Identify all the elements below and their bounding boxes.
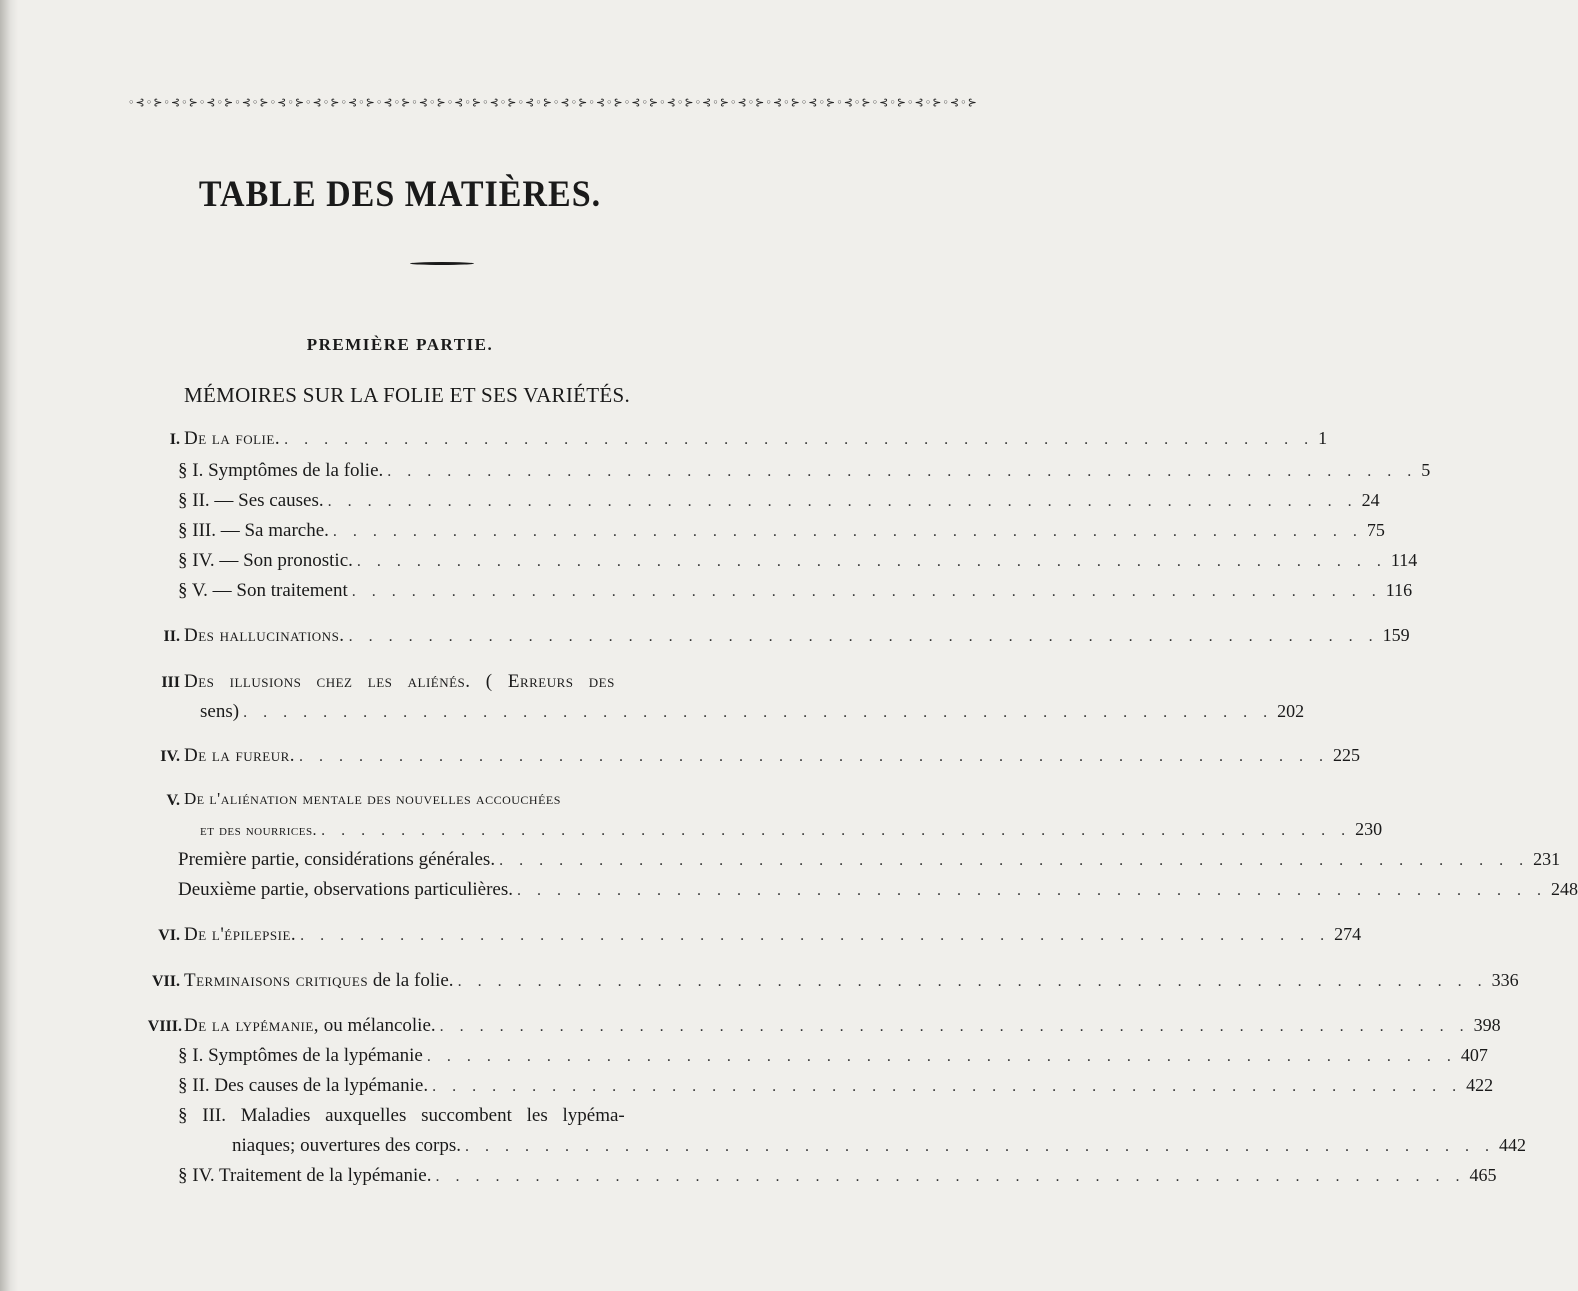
toc-entry <box>184 625 1410 651</box>
toc-subentry <box>178 1045 1488 1071</box>
entry-label: § I. Symptômes de la lypémanie <box>178 1045 423 1066</box>
entry-page: 75 <box>1366 520 1385 540</box>
entry-label: § II. — Ses causes. <box>178 490 324 511</box>
leader-dots: . . . . . . . . . . . . . . . . . . . . . . . . . . . . . . . . . . . . . . . . . . . . . . . . . . . . <box>243 704 1274 721</box>
leader-dots: . . . . . . . . . . . . . . . . . . . . . . . . . . . . . . . . . . . . . . . . . . . . . . . . . . . . <box>332 523 1363 540</box>
toc-subentry <box>178 1075 1494 1101</box>
toc-entry <box>184 970 1519 996</box>
entry-label-rest: ou mélancolie. <box>319 1015 436 1036</box>
entry-number: IV. <box>160 748 180 765</box>
toc-subentry <box>178 1165 1497 1191</box>
entry-label-smallcaps: De la lypémanie, <box>184 1015 320 1036</box>
entry-label <box>184 1015 436 1037</box>
leader-dots: . . . . . . . . . . . . . . . . . . . . . . . . . . . . . . . . . . . . . . . . . . . . . . . . . . . . <box>435 1168 1466 1185</box>
toc-entry-continuation <box>200 701 1305 727</box>
toc-entry <box>184 789 714 815</box>
entry-number: I. <box>169 431 180 448</box>
entry-page: 116 <box>1385 580 1413 600</box>
entry-page: 24 <box>1361 490 1380 510</box>
entry-label: De la fureur. <box>184 745 296 766</box>
entry-number: V. <box>166 792 180 809</box>
toc-subentry <box>178 580 1413 606</box>
leader-dots: . . . . . . . . . . . . . . . . . . . . . . . . . . . . . . . . . . . . . . . . . . . . . . . . . . . . <box>499 852 1530 869</box>
part-heading: PREMIÈRE PARTIE. <box>306 335 494 354</box>
page-title: TABLE DES MATIÈRES. <box>198 174 602 215</box>
toc-subentry <box>178 1105 714 1131</box>
entry-label: Des hallucinations. <box>184 625 345 646</box>
leader-dots: . . . . . . . . . . . . . . . . . . . . . . . . . . . . . . . . . . . . . . . . . . . . . . . . . . . . <box>457 973 1488 990</box>
leader-dots: . . . . . . . . . . . . . . . . . . . . . . . . . . . . . . . . . . . . . . . . . . . . . . . . . . . . <box>426 1048 1457 1065</box>
entry-number: VIII. <box>147 1018 182 1035</box>
leader-dots: . . . . . . . . . . . . . . . . . . . . . . . . . . . . . . . . . . . . . . . . . . . . . . . . . . . . <box>432 1078 1463 1095</box>
entry-label: niaques; ouvertures des corps. <box>232 1135 461 1156</box>
entry-label: § III. Maladies auxquelles succombent les lypéma- <box>178 1105 625 1126</box>
entry-page: 159 <box>1382 625 1410 645</box>
toc-entry-continuation <box>200 819 1383 845</box>
entry-page: 248 <box>1551 879 1578 899</box>
entry-label: sens) <box>200 701 240 722</box>
section-subtitle: MÉMOIRES SUR LA FOLIE ET SES VARIÉTÉS. <box>184 383 631 407</box>
entry-number: VII. <box>151 973 180 990</box>
leader-dots: . . . . . . . . . . . . . . . . . . . . . . . . . . . . . . . . . . . . . . . . . . . . . . . . . . . . <box>327 493 1358 510</box>
toc-subentry <box>178 550 1418 576</box>
toc-entry <box>184 1015 1501 1041</box>
entry-page: 5 <box>1421 460 1431 480</box>
leader-dots: . . . . . . . . . . . . . . . . . . . . . . . . . . . . . . . . . . . . . . . . . . . . . . . . . . . . <box>321 822 1352 839</box>
entry-page: 1 <box>1318 428 1328 448</box>
entry-label: § IV. Traitement de la lypémanie. <box>178 1165 432 1186</box>
entry-label-smallcaps: Terminaisons critiques <box>184 970 369 991</box>
toc-entry <box>184 745 1361 771</box>
leader-dots: . . . . . . . . . . . . . . . . . . . . . . . . . . . . . . . . . . . . . . . . . . . . . . . . . . . . <box>351 583 1382 600</box>
leader-dots: . . . . . . . . . . . . . . . . . . . . . . . . . . . . . . . . . . . . . . . . . . . . . . . . . . . . <box>299 748 1330 765</box>
entry-page: 225 <box>1333 745 1361 765</box>
entry-label: De l'épilepsie. <box>184 924 297 945</box>
entry-page: 442 <box>1499 1135 1526 1155</box>
entry-label: Des illusions chez les aliénés. ( Erreurs des <box>184 671 615 692</box>
entry-page: 465 <box>1469 1165 1497 1185</box>
leader-dots: . . . . . . . . . . . . . . . . . . . . . . . . . . . . . . . . . . . . . . . . . . . . . . . . . . . . <box>348 628 1379 645</box>
entry-page: 274 <box>1334 924 1362 944</box>
toc-entry <box>184 671 714 697</box>
leader-dots: . . . . . . . . . . . . . . . . . . . . . . . . . . . . . . . . . . . . . . . . . . . . . . . . . . . . <box>439 1018 1470 1035</box>
entry-page: 230 <box>1355 819 1383 839</box>
entry-label: § II. Des causes de la lypémanie. <box>178 1075 429 1096</box>
entry-label: De l'aliénation mentale des nouvelles accouchées <box>184 789 561 808</box>
entry-page: 407 <box>1460 1045 1488 1065</box>
toc-entry-continuation <box>232 1135 1526 1161</box>
entry-label <box>184 970 454 992</box>
entry-label: Deuxième partie, observations particulières. <box>178 879 514 900</box>
entry-number: VI. <box>158 927 180 944</box>
toc-entry <box>184 924 1362 950</box>
toc-subentry <box>178 460 1431 486</box>
toc-subentry <box>178 849 1561 875</box>
entry-page: 231 <box>1533 849 1561 869</box>
toc-subentry <box>178 520 1385 546</box>
entry-page: 114 <box>1390 550 1418 570</box>
entry-label: § V. — Son traitement <box>178 580 348 601</box>
leader-dots: . . . . . . . . . . . . . . . . . . . . . . . . . . . . . . . . . . . . . . . . . . . . . . . . . . . . <box>387 463 1418 480</box>
entry-page: 398 <box>1473 1015 1501 1035</box>
entry-page: 422 <box>1466 1075 1494 1095</box>
toc-subentry <box>178 490 1380 516</box>
entry-label-rest: de la folie. <box>368 970 454 991</box>
entry-label: De la folie. <box>184 428 281 449</box>
leader-dots: . . . . . . . . . . . . . . . . . . . . . . . . . . . . . . . . . . . . . . . . . . . . . . . . . . . . <box>300 927 1331 944</box>
ornament-band: ◦⊰◦⊱◦⊰◦⊱◦⊰◦⊱◦⊰◦⊱◦⊰◦⊱◦⊰◦⊱◦⊰◦⊱◦⊰◦⊱◦⊰◦⊱◦⊰◦⊱◦⊰◦⊱◦⊰◦⊱◦⊰◦⊱◦⊰◦⊱◦⊰◦⊱◦⊰◦⊱◦⊰◦⊱◦⊰◦⊱◦⊰◦⊱◦⊰◦⊱◦⊰◦⊱◦⊰◦⊱◦⊰◦⊱◦⊰◦⊱ <box>128 96 978 109</box>
entry-label: Première partie, considérations générales. <box>178 849 496 870</box>
entry-number: II. <box>163 628 180 645</box>
leader-dots: . . . . . . . . . . . . . . . . . . . . . . . . . . . . . . . . . . . . . . . . . . . . . . . . . . . . <box>465 1138 1495 1155</box>
entry-page: 336 <box>1491 970 1519 990</box>
entry-number: III <box>161 674 180 691</box>
entry-page: 202 <box>1277 701 1305 721</box>
entry-label: et des nourrices. <box>200 822 318 839</box>
leader-dots: . . . . . . . . . . . . . . . . . . . . . . . . . . . . . . . . . . . . . . . . . . . . . . . . . . . . <box>284 431 1315 448</box>
leader-dots: . . . . . . . . . . . . . . . . . . . . . . . . . . . . . . . . . . . . . . . . . . . . . . . . . . . . <box>517 882 1548 899</box>
leader-dots: . . . . . . . . . . . . . . . . . . . . . . . . . . . . . . . . . . . . . . . . . . . . . . . . . . . . <box>356 553 1387 570</box>
entry-label: § I. Symptômes de la folie. <box>178 460 384 481</box>
entry-label: § III. — Sa marche. <box>178 520 329 541</box>
entry-label: § IV. — Son pronostic. <box>178 550 353 571</box>
toc-subentry <box>178 879 1578 905</box>
toc-entry <box>184 428 1328 454</box>
